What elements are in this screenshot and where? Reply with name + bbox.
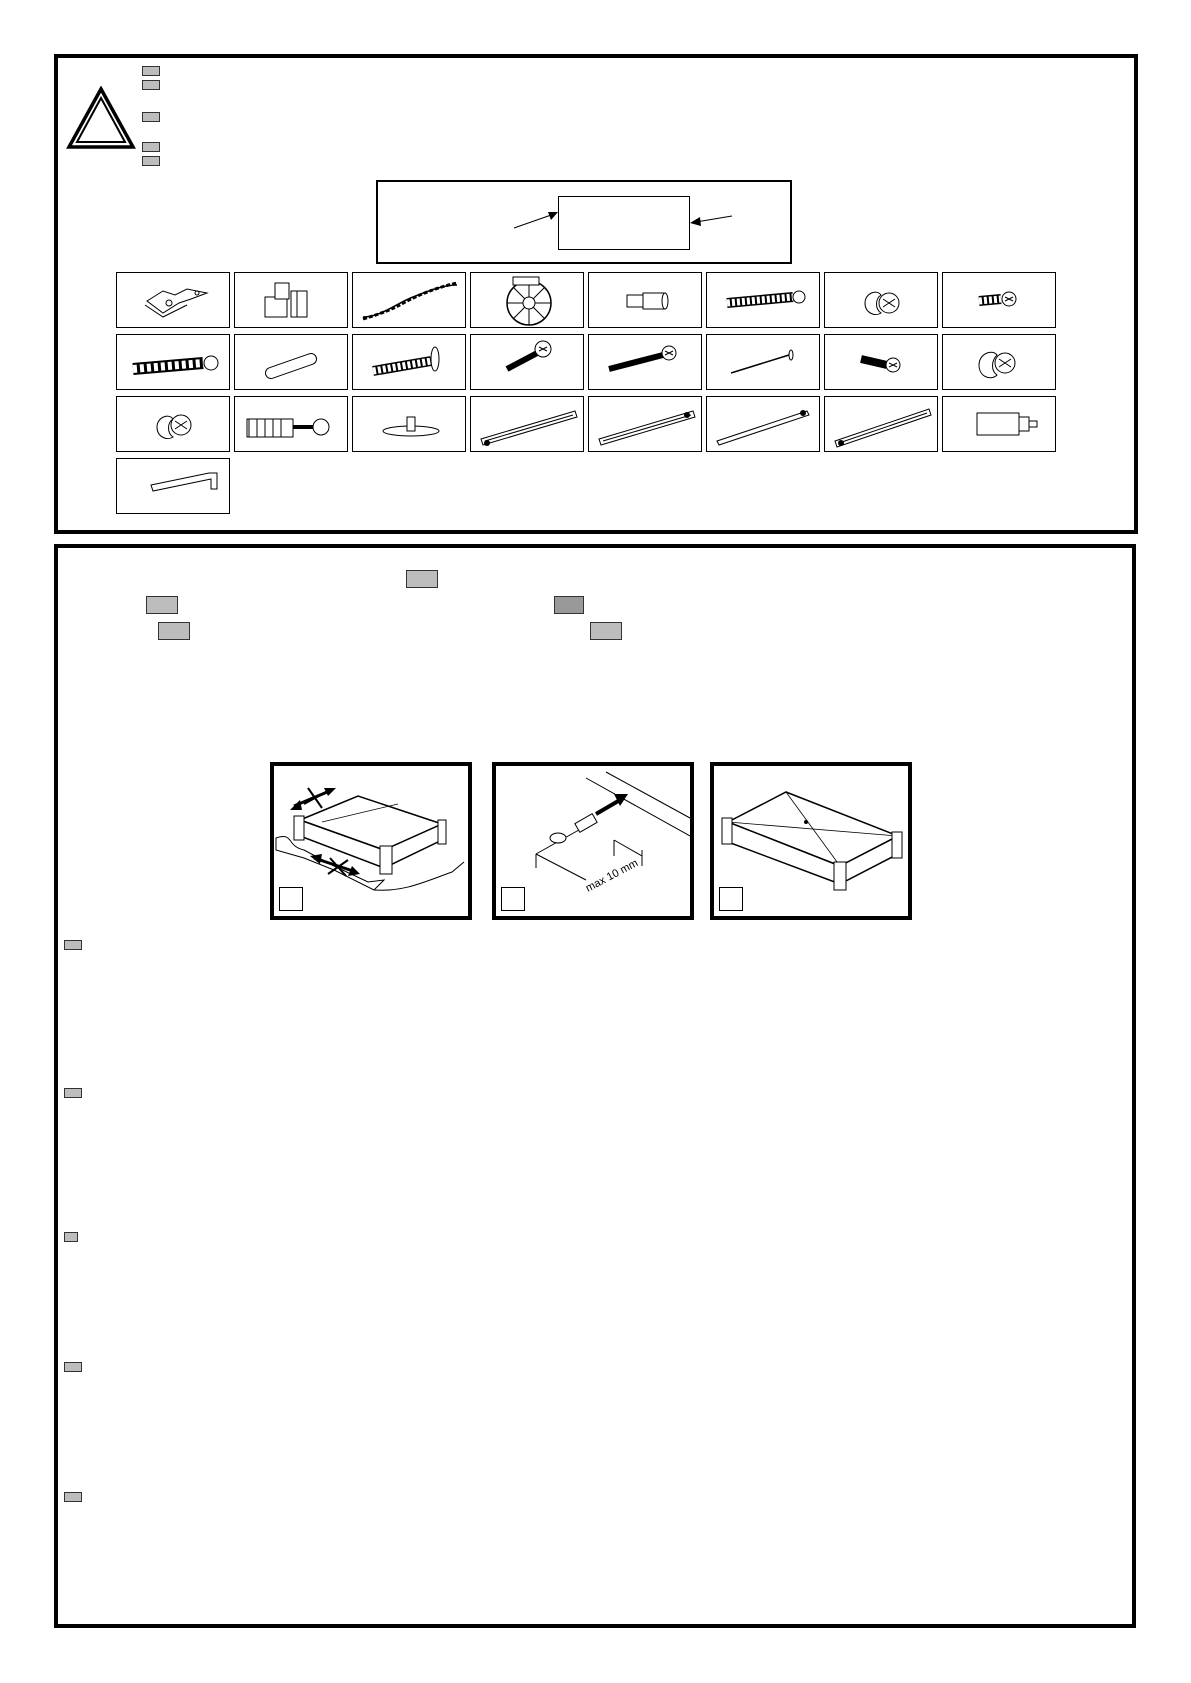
part-cell bbox=[706, 334, 820, 390]
part-cell bbox=[588, 272, 702, 328]
part-cell bbox=[234, 272, 348, 328]
long-screw-icon bbox=[589, 335, 701, 389]
warning-language-badge bbox=[142, 156, 160, 166]
short-screw-icon bbox=[943, 273, 1055, 327]
section-language-badge bbox=[64, 1362, 82, 1372]
instructions-panel bbox=[54, 544, 1136, 1628]
long-wall-plug-icon bbox=[117, 335, 229, 389]
part-cell bbox=[824, 334, 938, 390]
cam-lock-small-icon bbox=[117, 397, 229, 451]
part-cell bbox=[470, 334, 584, 390]
part-cell bbox=[116, 396, 230, 452]
wall-plug-icon bbox=[707, 273, 819, 327]
nail-icon bbox=[707, 335, 819, 389]
part-cell bbox=[234, 334, 348, 390]
dowel-insertion-icon bbox=[496, 766, 690, 916]
part-cell bbox=[470, 272, 584, 328]
screw-icon bbox=[471, 335, 583, 389]
part-cell bbox=[470, 396, 584, 452]
dowel-pin-icon bbox=[589, 273, 701, 327]
product-label-inner-box bbox=[558, 196, 690, 250]
drawer-rail-flat-icon bbox=[707, 397, 819, 451]
svg-text:max 10 mm: max 10 mm bbox=[583, 857, 641, 895]
parts-panel bbox=[54, 54, 1138, 534]
part-cell bbox=[824, 396, 938, 452]
figure-drawer-on-carpet bbox=[270, 762, 472, 920]
shelf-support-icon bbox=[353, 397, 465, 451]
part-cell bbox=[116, 272, 230, 328]
glue-bottle-icon bbox=[943, 397, 1055, 451]
language-badge bbox=[590, 622, 622, 640]
language-badge bbox=[158, 622, 190, 640]
part-cell bbox=[942, 334, 1056, 390]
language-badge bbox=[554, 596, 584, 614]
part-cell bbox=[116, 458, 230, 514]
part-cell bbox=[706, 272, 820, 328]
drawer-on-carpet-icon bbox=[274, 766, 468, 916]
part-cell bbox=[942, 272, 1056, 328]
figure-label-box bbox=[719, 887, 743, 911]
section-language-badge bbox=[64, 1232, 78, 1242]
part-cell bbox=[706, 396, 820, 452]
drawer-rail-right-icon bbox=[589, 397, 701, 451]
part-cell bbox=[234, 396, 348, 452]
hinge-plate-icon bbox=[235, 273, 347, 327]
warning-triangle-icon bbox=[66, 86, 136, 150]
part-cell bbox=[352, 272, 466, 328]
cam-lock-large-icon bbox=[943, 335, 1055, 389]
small-screw-icon bbox=[825, 335, 937, 389]
figure-dowel-insertion bbox=[492, 762, 694, 920]
warning-language-badge bbox=[142, 142, 160, 152]
part-cell bbox=[588, 334, 702, 390]
arrow-right-icon bbox=[508, 196, 568, 236]
allen-key-icon bbox=[117, 459, 229, 513]
section-language-badge bbox=[64, 940, 82, 950]
language-badge bbox=[146, 596, 178, 614]
assembled-drawer-icon bbox=[714, 766, 908, 916]
arrow-left-icon bbox=[688, 196, 738, 236]
plug-screw-icon bbox=[353, 335, 465, 389]
section-language-badge bbox=[64, 1492, 82, 1502]
language-badge bbox=[406, 570, 438, 588]
hinge-icon bbox=[117, 273, 229, 327]
drawer-rail-left-icon bbox=[471, 397, 583, 451]
section-language-badge bbox=[64, 1088, 82, 1098]
figure-assembled-drawer bbox=[710, 762, 912, 920]
product-label-box bbox=[376, 180, 792, 264]
part-cell bbox=[352, 334, 466, 390]
warning-language-badge bbox=[142, 80, 160, 90]
figure-label-box bbox=[501, 887, 525, 911]
figure-label-box bbox=[279, 887, 303, 911]
chain-icon bbox=[353, 273, 465, 327]
part-cell bbox=[116, 334, 230, 390]
part-cell bbox=[588, 396, 702, 452]
connector-bolt-icon bbox=[235, 397, 347, 451]
warning-language-badge bbox=[142, 112, 160, 122]
warning-language-badge bbox=[142, 66, 160, 76]
part-cell bbox=[942, 396, 1056, 452]
cam-lock-icon bbox=[825, 273, 937, 327]
part-cell bbox=[352, 396, 466, 452]
drawer-rail-long-icon bbox=[825, 397, 937, 451]
wooden-dowel-icon bbox=[235, 335, 347, 389]
furniture-glide-icon bbox=[471, 273, 583, 327]
part-cell bbox=[824, 272, 938, 328]
